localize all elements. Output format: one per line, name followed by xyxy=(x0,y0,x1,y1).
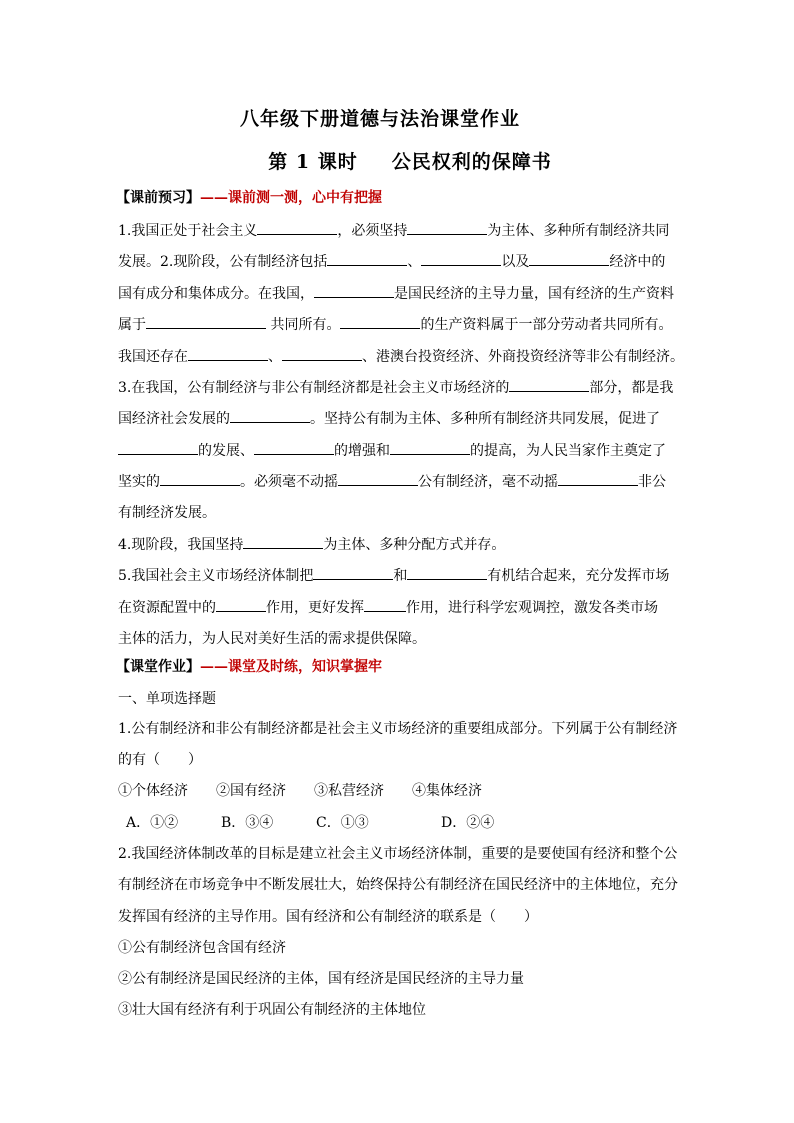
line-text: 。坚持公有制为主体、多种所有制经济共同发展，促进了 xyxy=(310,411,660,427)
line-text: 经济中的 xyxy=(609,254,666,270)
line-text: 作用，更好发挥 xyxy=(266,600,364,616)
class-slogan: ——课堂及时练，知识掌握牢 xyxy=(200,659,382,675)
fill-blank[interactable] xyxy=(243,536,323,549)
line-text: 作用，进行科学宏观调控，激发各类市场 xyxy=(406,600,658,616)
fill-blank[interactable] xyxy=(230,410,310,423)
line-text: 国经济社会发展的 xyxy=(118,411,230,427)
line-text: 的提高，为人民当家作主奠定了 xyxy=(470,443,666,459)
line-text: 以及 xyxy=(501,254,530,270)
preview-line-8 xyxy=(118,440,688,460)
preview-line-13 xyxy=(118,597,688,617)
q1-stem-line-2: 的有（ ） xyxy=(118,752,202,768)
fill-blank[interactable] xyxy=(118,442,198,455)
line-text: 的生产资料属于一部分劳动者共同所有。 xyxy=(420,317,673,333)
q2-stem-line-3: 发挥国有经济的主导作用。国有经济和公有制经济的联系是（ ） xyxy=(118,909,538,925)
preview-line-12 xyxy=(118,565,688,585)
line-text: 共同所有。 xyxy=(266,317,341,333)
fill-blank[interactable] xyxy=(254,442,334,455)
line-text: 、港澳台投资经济、外商投资经济等非公有制经济。 xyxy=(362,349,684,365)
line-text: 主体的活力，为人民对美好生活的需求提供保障。 xyxy=(118,631,426,647)
q2-item-1: ①公有制经济包含国有经济 xyxy=(118,940,286,956)
line-text: 的增强和 xyxy=(334,443,390,459)
fill-blank[interactable] xyxy=(314,285,394,298)
preview-line-3 xyxy=(118,283,688,303)
preview-line-5 xyxy=(118,346,688,366)
line-text: 有机结合起来，充分发挥市场 xyxy=(487,568,670,584)
preview-tag: 【课前预习】 xyxy=(116,190,200,206)
q2-stem-line-2: 有制经济在市场竞争中不断发展壮大，始终保持公有制经济在国民经济中的主体地位，充分 xyxy=(118,877,678,893)
class-tag: 【课堂作业】 xyxy=(116,659,200,675)
line-text: 4.现阶段，我国坚持 xyxy=(118,537,244,553)
lesson-subtitle xyxy=(30,147,790,174)
fill-blank[interactable] xyxy=(282,348,362,361)
preview-line-9 xyxy=(118,471,688,491)
line-text: 和 xyxy=(393,568,408,584)
document-title: 八年级下册道德与法治课堂作业 xyxy=(239,108,520,130)
q2-item-2: ②公有制经济是国民经济的主体，国有经济是国民经济的主导力量 xyxy=(118,971,524,987)
fill-blank[interactable] xyxy=(558,473,638,486)
q1-option-c[interactable]: C．①③ xyxy=(316,815,369,831)
q1-option-a[interactable]: A．①② xyxy=(126,815,179,831)
preview-section-heading xyxy=(116,187,382,207)
line-text: 公有制经济，毫不动摇 xyxy=(418,474,558,490)
fill-blank[interactable] xyxy=(188,348,268,361)
fill-blank[interactable] xyxy=(146,316,266,329)
line-text: 为主体、多种分配方式并存。 xyxy=(323,537,506,553)
fill-blank[interactable] xyxy=(364,599,406,612)
q1-items: ①个体经济 ②国有经济 ③私营经济 ④集体经济 xyxy=(118,783,482,799)
fill-blank[interactable] xyxy=(160,473,240,486)
line-text: 非公 xyxy=(638,474,666,490)
line-text: 3.在我国，公有制经济与非公有制经济都是社会主义市场经济的 xyxy=(118,380,510,396)
line-text: 国有成分和集体成分。在我国， xyxy=(118,286,314,302)
line-text: 部分，都是我 xyxy=(589,380,674,396)
fill-blank[interactable] xyxy=(327,253,407,266)
fill-blank[interactable] xyxy=(509,379,589,392)
line-text: 5.我国社会主义市场经济体制把 xyxy=(118,568,314,584)
q1-options xyxy=(126,812,696,832)
q2-item-3: ③壮大国有经济有利于巩固公有制经济的主体地位 xyxy=(118,1002,426,1018)
preview-slogan: ——课前测一测，心中有把握 xyxy=(200,190,382,206)
preview-line-11 xyxy=(118,534,688,554)
q1-option-d[interactable]: D．②④ xyxy=(441,815,495,831)
line-text: 、 xyxy=(407,254,422,270)
lesson-topic: 公民权利的保障书 xyxy=(391,151,552,173)
fill-blank[interactable] xyxy=(421,253,501,266)
line-text: 。必须毫不动摇 xyxy=(240,474,338,490)
line-text: 属于 xyxy=(118,317,146,333)
fill-blank[interactable] xyxy=(340,316,420,329)
fill-blank[interactable] xyxy=(390,442,470,455)
q2-stem-line-1: 2.我国经济体制改革的目标是建立社会主义市场经济体制，重要的是要使国有经济和整个公 xyxy=(118,846,678,862)
fill-blank[interactable] xyxy=(216,599,266,612)
lesson-number: 第 1 课时 xyxy=(268,151,358,173)
fill-blank[interactable] xyxy=(338,473,418,486)
fill-blank[interactable] xyxy=(257,222,337,235)
line-text: 是国民经济的主导力量，国有经济的生产资料 xyxy=(394,286,674,302)
line-text: 坚实的 xyxy=(118,474,160,490)
fill-blank[interactable] xyxy=(529,253,609,266)
line-text: 我国还存在 xyxy=(118,349,188,365)
preview-line-10 xyxy=(118,502,688,522)
line-text: 1.我国正处于社会主义 xyxy=(118,223,258,239)
line-text: 发展。2.现阶段，公有制经济包括 xyxy=(118,254,328,270)
fill-blank[interactable] xyxy=(313,567,393,580)
fill-blank[interactable] xyxy=(407,222,487,235)
class-section-heading xyxy=(116,656,382,676)
fill-blank[interactable] xyxy=(407,567,487,580)
line-text: 在资源配置中的 xyxy=(118,600,216,616)
q1-option-b[interactable]: B．③④ xyxy=(221,815,274,831)
preview-line-7 xyxy=(118,408,688,428)
preview-line-6 xyxy=(118,377,688,397)
preview-line-2 xyxy=(118,251,688,271)
preview-line-4 xyxy=(118,314,688,334)
line-text: 、 xyxy=(268,349,282,365)
preview-line-1 xyxy=(118,220,688,240)
line-text: 的发展、 xyxy=(198,443,254,459)
preview-line-14 xyxy=(118,628,688,648)
line-text: 为主体、多种所有制经济共同 xyxy=(487,223,670,239)
line-text: 有制经济发展。 xyxy=(118,505,216,521)
part-one-heading: 一、单项选择题 xyxy=(118,691,216,707)
line-text: ，必须坚持 xyxy=(337,223,408,239)
q1-stem-line-1: 1.公有制经济和非公有制经济都是社会主义市场经济的重要组成部分。下列属于公有制经济 xyxy=(118,721,678,737)
